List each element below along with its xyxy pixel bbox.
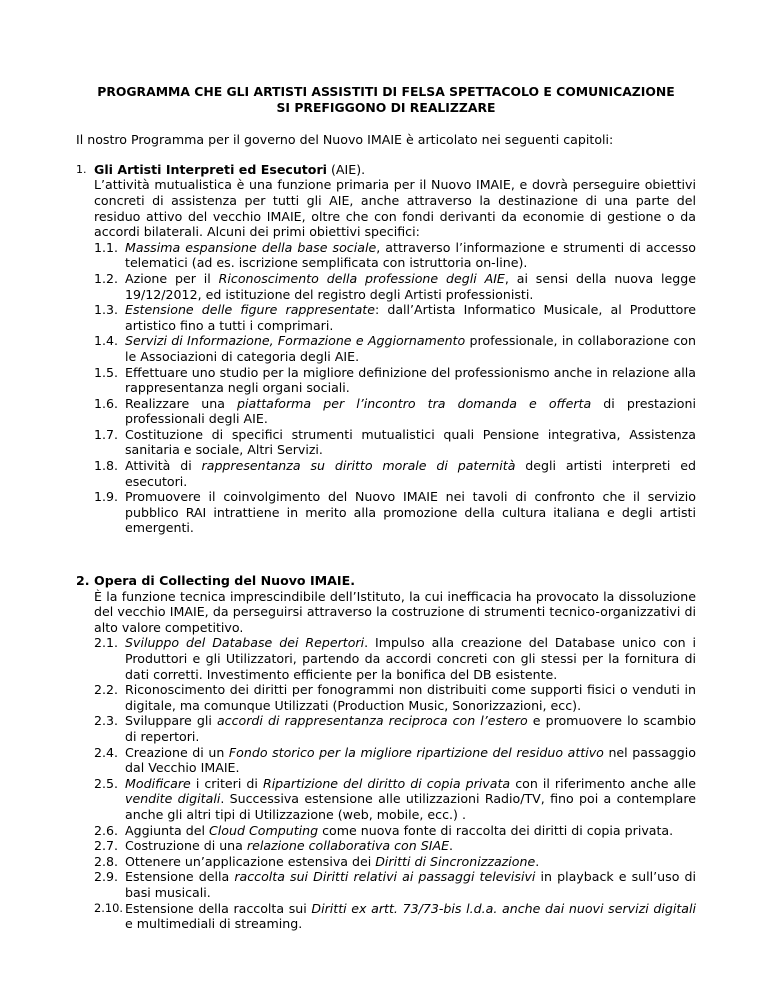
item-text: . Impulso alla creazione del Database unico con i Produttori e gli Utilizzatori, partendo da accordi concreti con gli stessi per la fornitura di dati corretti. Investimento efficiente per la bonifica del DB esistente. [125,635,696,682]
list-item [94,682,696,713]
item-text: Realizzare una [125,395,238,411]
section-1 [76,162,696,536]
item-text: e promuovere lo scambio di repertori. [125,713,697,744]
item-emphasis: Diritti di Sincronizzazione [375,853,536,869]
item-text: Azione per il [125,270,219,286]
item-text: Attività di [125,458,202,474]
item-text: , ai sensi della nuova legge 19/12/2012, ed istituzione del registro degli Artisti professionisti. [125,270,697,302]
section-heading [76,573,696,589]
item-emphasis: Massima espansione della base sociale [125,239,377,255]
item-text: Estensione della [125,869,235,885]
item-emphasis: Sviluppo del Database dei Repertori [125,635,365,651]
item-number: 1.4. [94,333,119,349]
item-number: 1.9. [94,489,119,505]
item-emphasis: raccolta sui Diritti relativi ai passaggi televisivi [234,869,536,885]
item-text: e multimediali di streaming. [125,916,303,932]
item-emphasis: accordi di rappresentanza reciproca con l’estero [216,713,528,729]
item-number: 2.9. [94,869,119,885]
item-emphasis: Modificare [125,775,191,791]
list-item [94,427,696,458]
item-number: 1.2. [94,270,119,286]
item-emphasis: Ripartizione del diritto di copia privata [262,775,511,791]
item-emphasis: Estensione delle figure rappresentate [125,302,375,318]
list-item [94,635,696,682]
item-number: 1.3. [94,302,119,318]
item-emphasis: rappresentanza su diritto morale di paternità [201,458,516,474]
section-number: 1. [76,162,87,176]
list-item [94,823,696,839]
item-emphasis: Diritti ex artt. 73/73-bis l.d.a. anche dai nuovi servizi digitali [311,900,696,916]
item-text: . [449,838,454,854]
item-text: in playback e sull’uso di basi musicali. [125,869,696,900]
item-number: 1.7. [94,426,119,442]
item-number: 1.5. [94,364,119,380]
item-number: 2.7. [94,838,119,854]
item-text: Ottenere un’applicazione estensiva dei [125,853,376,869]
list-item [94,869,696,900]
section-body: È la funzione tecnica imprescindibile dell’Istituto, la cui inefficacia ha provocato la dissoluzione del vecchio IMAIE, da perseguirsi attraverso la costruzione di strumenti tecnico-organizzativi di alto valore competitivo. [94,588,696,635]
item-text: di prestazioni professionali degli AIE. [125,395,696,427]
list-item [94,854,696,870]
item-number: 2.4. [94,744,119,760]
item-text: . [535,853,540,869]
item-number: 2.10. [94,900,123,915]
item-emphasis: Riconoscimento della professione degli AIE [218,270,505,286]
item-emphasis: Fondo storico per la migliore ripartizione del residuo attivo [228,744,604,760]
section-title-suffix: (AIE). [327,161,366,177]
item-emphasis: piattaforma per l’incontro tra domanda e offerta [237,395,592,411]
item-text: Effettuare uno studio per la migliore definizione del professionismo anche in relazione alla rappresentanza negli organi sociali. [125,364,696,396]
list-item [94,458,696,489]
document-page [76,84,696,932]
item-emphasis: vendite digitali [125,791,221,807]
item-text: Costituzione di specifici strumenti mutualistici quali Pensione integrativa, Assistenza sanitaria e sociale, Altri Servizi. [125,426,696,458]
item-number: 1.6. [94,395,119,411]
section-title: Gli Artisti Interpreti ed Esecutori [94,161,327,177]
list-item [94,713,696,744]
item-number: 1.1. [94,239,119,255]
section-number: 2. [76,573,90,589]
item-text: con il riferimento anche alle [510,775,696,791]
item-text: nel passaggio dal Vecchio IMAIE. [125,744,696,776]
item-text: Aggiunta del [125,822,209,838]
item-text: i criteri di [190,775,263,791]
section-heading [76,162,696,178]
list-item [94,901,696,932]
item-text: Costruzione di una [125,838,247,854]
list-item [94,271,696,302]
item-text: Estensione della raccolta sui [125,900,312,916]
section-body: L’attività mutualistica è una funzione primaria per il Nuovo IMAIE, e dovrà perseguire obiettivi concreti di assistenza per tutti gli AIE, anche attraverso la destinazione di una parte del residuo attivo del vecchio IMAIE, oltre che con fondi derivanti da economie di gestione o da accordi bilaterali. Alcuni dei primi obiettivi specifici: [94,177,696,240]
item-number: 2.6. [94,822,119,838]
item-number: 1.8. [94,458,119,474]
document-title [76,84,696,115]
item-text: Promuovere il coinvolgimento del Nuovo IMAIE nei tavoli di confronto che il servizio pubblico RAI intrattiene in merito alla promozione della cultura italiana e degli artisti emergenti. [125,489,696,536]
list-item [94,365,696,396]
item-text: degli artisti interpreti ed esecutori. [125,458,697,489]
item-text: Creazione di un [125,744,229,760]
item-number: 2.3. [94,713,119,729]
list-item [94,240,696,271]
list-item [94,776,696,823]
title-line-2: SI PREFIGGONO DI REALIZZARE [276,99,496,115]
item-text: Sviluppare gli [125,713,217,729]
list-item [94,745,696,776]
item-text: Riconoscimento dei diritti per fonogrammi non distribuiti come supporti fisici o venduti in digitale, ma comunque Utilizzati (Production Music, Sonorizzazioni, ecc). [125,682,696,713]
section-2 [76,573,696,932]
item-number: 2.8. [94,853,119,869]
list-item [94,302,696,333]
item-emphasis: Cloud Computing [208,822,319,838]
item-text: professionale, in collaborazione con le Associazioni di categoria degli AIE. [125,333,696,364]
item-number: 2.2. [94,682,119,698]
item-text: come nuova fonte di raccolta dei diritti di copia privata. [318,822,674,838]
section-title: Opera di Collecting del Nuovo IMAIE. [94,573,356,589]
item-text: , attraverso l’informazione e strumenti di accesso telematici (ad es. iscrizione semplificata con istruttoria on-line). [125,239,696,271]
item-number: 2.1. [94,635,119,651]
title-line-1: PROGRAMMA CHE GLI ARTISTI ASSISTITI DI FELSA SPETTACOLO E COMUNICAZIONE [97,84,675,99]
item-text: . Successiva estensione alle utilizzazioni Radio/TV, fino poi a contemplare anche gli altri tipi di Utilizzazione (web, mobile, ecc.) . [125,791,696,822]
item-number: 2.5. [94,775,119,791]
item-emphasis: Servizi di Informazione, Formazione e Aggiornamento [125,333,466,349]
list-item [94,838,696,854]
list-item [94,333,696,364]
item-text: : dall’Artista Informatico Musicale, al Produttore artistico fino a tutti i comprimari. [125,302,696,333]
list-item [94,396,696,427]
item-emphasis: relazione collaborativa con SIAE [246,838,450,854]
list-item [94,489,696,536]
intro-paragraph: Il nostro Programma per il governo del Nuovo IMAIE è articolato nei seguenti capitoli: [76,132,614,148]
